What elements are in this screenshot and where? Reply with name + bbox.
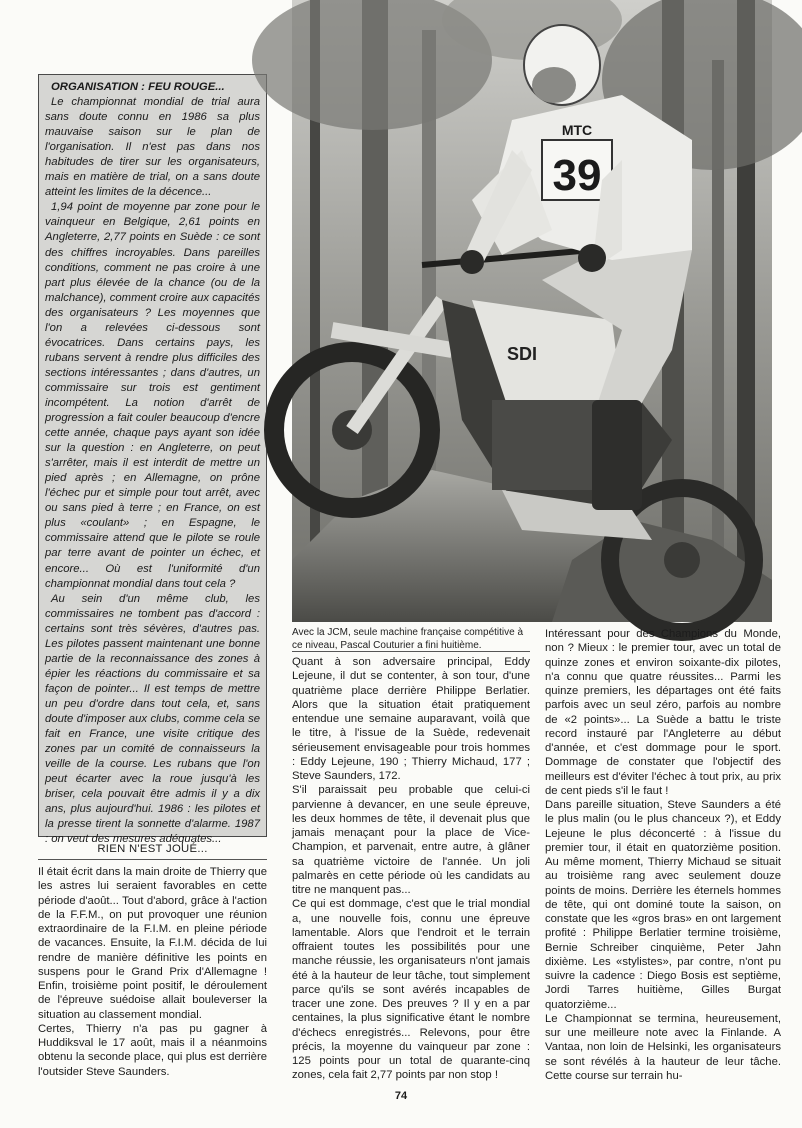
article-paragraph: Ce qui est dommage, c'est que le trial mondial a, une nouvelle fois, connu une épreuve lamentable. Alors que l'endroit et le terrain offraient toutes les possibilités pour une manche réussie, les organisateurs n'ont jamais été à la hauteur de leur tâche, tout simplement parce qu'ils se sont avérés incapables de tracer une zone. Des preuves ? Il y en a par centaines, la plus significative étant le nombre d'échecs enregistrés... Relevons, pour être précis, la moyenne du vainqueur par zone : 125 points pour un total de quarante-cinq zones, cela fait 2,77 points par non stop ! (292, 898, 530, 1082)
page-number: 74 (394, 1090, 408, 1102)
article-paragraph: Certes, Thierry n'a pas pu gagner à Huddiksval le 17 août, mais il a néanmoins obtenu la seconde place, qui plus est derrière l'outsider Steve Saunders. (38, 1022, 267, 1078)
photo-caption: Avec la JCM, seule machine française compétitive à ce niveau, Pascal Couturier a fini huitième. (292, 627, 524, 651)
sidebar-paragraph: Le championnat mondial de trial aura sans doute connu en 1986 sa plus mauvaise saison sur le plan de l'organisation. Il n'est pas dans nos habitudes de tirer sur les organisateurs, mais en matière de trial, on a sans doute atteint les limites de la décence... (45, 96, 260, 199)
section-heading: RIEN N'EST JOUÉ... (97, 843, 208, 855)
article-column-3 (545, 627, 781, 1107)
bib-number: 39 (552, 151, 602, 200)
jersey-text: MTC (561, 122, 593, 138)
sidebar-paragraph: 1,94 point de moyenne par zone pour le vainqueur en Belgique, 2,61 points en Angleterre, 2,77 points en Suède : ce sont des chiffres incroyables. Dans pareilles conditions, comment ne pas croire à une part plus élevée de la chance (ou de la malchance), comment croire aux capacités des organisateurs ? Les moyennes que l'on a relevées ci-dessous sont évocatrices. Dans certains pays, les rubans servent à rendre plus difficiles des sections intéressantes ; dans d'autres, un commissaire sur trois est gentiment incompétent. La notion d'arrêt de progression a fait couler beaucoup d'encre cette année, chaque pays ayant son idée sur la question : en Angleterre, on peut s'arrêter, mais il est interdit de mettre un pied après ; en Allemagne, on prône l'échec pur et simple pour tout arrêt, avec ou sans pied à terre ; en France, on est plus «coulant» ; en Espagne, le commissaire attend que le pilote se roule par terre avant de pointer un échec, et encore... Où est l'uniformité d'un championnat mondial dans tout cela ? (45, 201, 260, 590)
article-paragraph: Quant à son adversaire principal, Eddy Lejeune, il dut se contenter, à son tour, d'une quatrième place derrière Philippe Berlatier. Alors que la situation était pratiquement entendue une semaine auparavant, voilà que le titre, à l'issue de la Suède, redevenait sérieusement envisageable pour trois hommes : Eddy Lejeune, 190 ; Thierry Michaud, 177 ; Steve Saunders, 172. (292, 656, 530, 782)
article-paragraph: S'il paraissait peu probable que celui-ci parvienne à devancer, en une seule épreuve, les deux hommes de tête, il devenait plus que jamais menaçant pour la place de Vice-Champion, et parvenait, entre autre, à glâner sa quatrième victoire de l'année. Un joli palmarès en cette période où les candidats au titre ne manquent pas... (292, 784, 530, 896)
caption-divider (292, 651, 530, 652)
sidebar-title: ORGANISATION : FEU ROUGE... (51, 81, 225, 93)
article-paragraph: Intéressant pour des Champions du Monde, non ? Mieux : le premier tour, avec un total de quinze zones et environ soixante-dix pilotes, n'a connu que quatre réussites... Parmi les quinze premiers, les départages ont été faits parfois avec un seul zéro, parfois au nombre de «2 points»... La Suède a battu le triste record instauré par l'Angleterre au début d'année, et c'est dommage pour le sport. Dommage de constater que l'objectif des meilleurs est d'éviter l'échec à tout prix, au prix de cent pieds s'il le faut ! (545, 628, 781, 797)
sidebar-box (38, 74, 267, 846)
article-paragraph: Dans pareille situation, Steve Saunders a été le plus malin (ou le plus chanceux ?), et Eddy Lejeune le plus déconcerté : à l'issue du premier tour, il était en quatorzième position. Au même moment, Thierry Michaud se situait au troisième rang avec seulement douze points de moins. Derrière les éternels hommes de tête, qui ont dominé toute la saison, on constate que les «gros bras» en ont largement profité : Philippe Berlatier termine troisième, Bernie Schreiber cinquième, Peter Jahn dixième. Les «stylistes», par contre, n'ont pu suivre la cadence : Diego Bosis est septième, Jordi Tarres huitième, Gilles Burgat quatorzième... (545, 799, 781, 1011)
photo-illustration (292, 0, 772, 622)
article-column-2 (292, 655, 530, 1105)
heading-divider (38, 859, 267, 860)
sidebar-paragraph: Au sein d'un même club, les commissaires ne tombent pas d'accord : certains sont très sévères, d'autres pas. Les pilotes passent maintenant une bonne partie de la reconnaissance des zones à épier les réactions du commissaire et sa façon de pointer... Il est temps de mettre un peu d'ordre dans tout cela, et, sans doute d'imposer aux clubs, comme cela se fait en France, une visite critique des zones par un comité de connaisseurs la veille de la course. Les rubans que l'on peut écarter avec la roue jusqu'à les briser, cela pouvait être admis il y a dix ans, plus aujourd'hui. 1986 : les pilotes et la presse tirent la sonnette d'alarme. 1987 : on veut des mesures adéquates... (45, 592, 260, 846)
trial-rider-photo (292, 0, 772, 622)
article-paragraph: Il était écrit dans la main droite de Thierry que les astres lui seraient favorables en cette période d'août... Tout d'abord, grâce à l'action de la F.F.M., on put provoquer une réunion extraordinaire de la F.I.M. en pleine période de vacances. Ensuite, la F.I.M. décida de lui rendre de manière définitive les points en suspens pour le Grand Prix d'Allemagne ! Enfin, troisième point positif, le déroulement de l'épreuve suédoise allait bouleverser la situation au classement mondial. (38, 866, 267, 1021)
bike-brand-text: SDI (507, 344, 538, 364)
article-paragraph: Le Championnat se termina, heureusement, sur une meilleure note avec la Finlande. A Vantaa, non loin de Helsinki, les organisateurs se sont révélés à la hauteur de leur tâche. Cette course sur terrain hu- (545, 1012, 781, 1082)
article-column-1 (38, 865, 267, 1095)
